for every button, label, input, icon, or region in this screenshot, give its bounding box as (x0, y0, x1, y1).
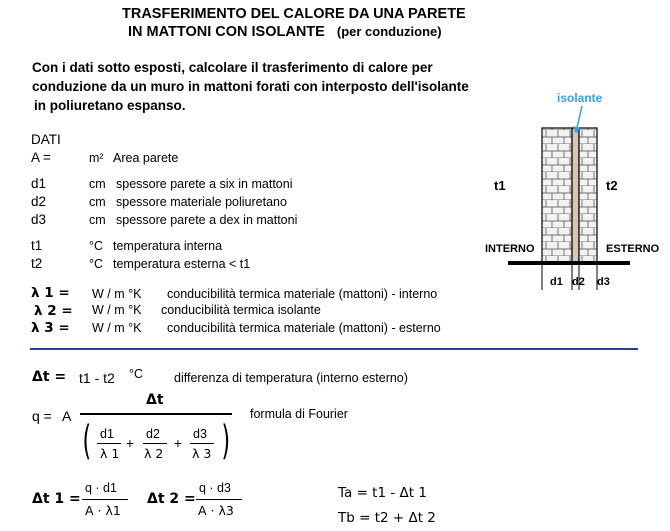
brick-left (542, 128, 572, 262)
q-frac1-bar (97, 443, 121, 444)
dati-desc-d2: spessore materiale poliuretano (116, 195, 287, 209)
dati-sym-l2: λ 2 = (34, 303, 73, 319)
diagram-t1: t1 (494, 178, 506, 193)
q-desc: formula di Fourier (250, 407, 348, 421)
dt-desc: differenza di temperatura (interno esterno) (174, 371, 408, 385)
dati-desc-d3: spessore parete a dex in mattoni (116, 213, 298, 227)
dati-desc-t1: temperatura interna (113, 239, 223, 253)
q-l1: λ 1 (100, 446, 120, 461)
q-fraction-bar (80, 413, 232, 415)
dati-desc-t2: temperatura esterna < t1 (113, 257, 251, 271)
wall-diagram (480, 88, 665, 298)
dt1-num: q · d1 (85, 481, 117, 495)
dt-lhs: Δt = (32, 369, 67, 385)
dati-unit-A: m² (89, 151, 104, 165)
dati-heading: DATI (31, 132, 61, 147)
title-note: (per conduzione) (336, 24, 442, 39)
dati-unit-d1: cm (89, 177, 106, 191)
dati-sym-l3: λ 3 = (31, 320, 70, 336)
dim-d2: d2 (572, 276, 585, 288)
dt2-den: A · λ3 (198, 503, 234, 518)
dt1-lhs: Δt 1 = (32, 491, 81, 507)
dati-desc-l3: conducibilità termica materiale (mattoni) - esterno (167, 321, 441, 335)
q-A: A (62, 408, 72, 424)
title-line-1: TRASFERIMENTO DEL CALORE DA UNA PARETE (122, 6, 466, 22)
dati-sym-A: A = (31, 150, 51, 165)
dati-unit-l3: W / m °K (92, 321, 142, 335)
q-l2: λ 2 (144, 446, 164, 461)
dt2-lhs: Δt 2 = (147, 491, 196, 507)
dt1-bar (82, 499, 128, 500)
dati-sym-l1: λ 1 = (31, 285, 70, 301)
isolante-label: isolante (557, 91, 603, 105)
q-plus-2: + (174, 436, 182, 451)
paren-left: ( (82, 418, 92, 464)
dati-unit-l1: W / m °K (92, 287, 142, 301)
intro-line-2: conduzione da un muro in mattoni forati con interposto dell'isolante (32, 79, 469, 94)
q-l3: λ 3 (192, 446, 212, 461)
tb-formula: Tb = t2 + Δt 2 (338, 510, 436, 526)
title-line-2 (128, 24, 442, 40)
q-d3: d3 (193, 427, 207, 441)
dt-unit: °C (129, 367, 144, 381)
diagram-t2: t2 (606, 178, 618, 193)
paren-right: ) (221, 418, 231, 464)
ta-formula: Ta = t1 - Δt 1 (338, 485, 427, 501)
intro-line-3: in poliuretano espanso. (34, 98, 186, 113)
brick-right (579, 128, 597, 262)
q-frac2-bar (143, 443, 167, 444)
q-d1: d1 (100, 427, 114, 441)
dati-sym-d1: d1 (31, 176, 47, 191)
q-numerator: Δt (146, 392, 164, 408)
insulation-layer (572, 128, 579, 262)
dati-sym-t1: t1 (31, 238, 43, 253)
dim-d3: d3 (597, 276, 610, 288)
dati-unit-d2: cm (89, 195, 106, 209)
ground-line (508, 261, 630, 265)
q-plus-1: + (126, 436, 134, 451)
label-interno: INTERNO (485, 243, 535, 255)
q-frac3-bar (190, 443, 214, 444)
dati-sym-d3: d3 (31, 212, 47, 227)
dt2-bar (196, 499, 242, 500)
dati-desc-A: Area parete (113, 151, 179, 165)
dati-desc-l1: conducibilità termica materiale (mattoni) - interno (167, 287, 438, 301)
q-lhs: q = (32, 408, 52, 424)
dim-d1: d1 (550, 276, 563, 288)
dt-rhs: t1 - t2 (79, 370, 115, 386)
title-main: IN MATTONI CON ISOLANTE (128, 24, 325, 40)
dati-sym-t2: t2 (31, 256, 43, 271)
dt2-num: q · d3 (199, 481, 231, 495)
dati-unit-d3: cm (89, 213, 106, 227)
dati-desc-l2: conducibilità termica isolante (161, 303, 321, 317)
dati-unit-l2: W / m °K (92, 303, 142, 317)
label-esterno: ESTERNO (606, 243, 660, 255)
dati-unit-t1: °C (89, 239, 104, 253)
dati-sym-d2: d2 (31, 194, 47, 209)
dt1-den: A · λ1 (85, 503, 121, 518)
intro-line-1: Con i dati sotto esposti, calcolare il trasferimento di calore per (32, 60, 433, 75)
dati-unit-t2: °C (89, 257, 104, 271)
section-separator (30, 348, 638, 350)
dati-desc-d1: spessore parete a six in mattoni (116, 177, 293, 191)
q-d2: d2 (146, 427, 160, 441)
